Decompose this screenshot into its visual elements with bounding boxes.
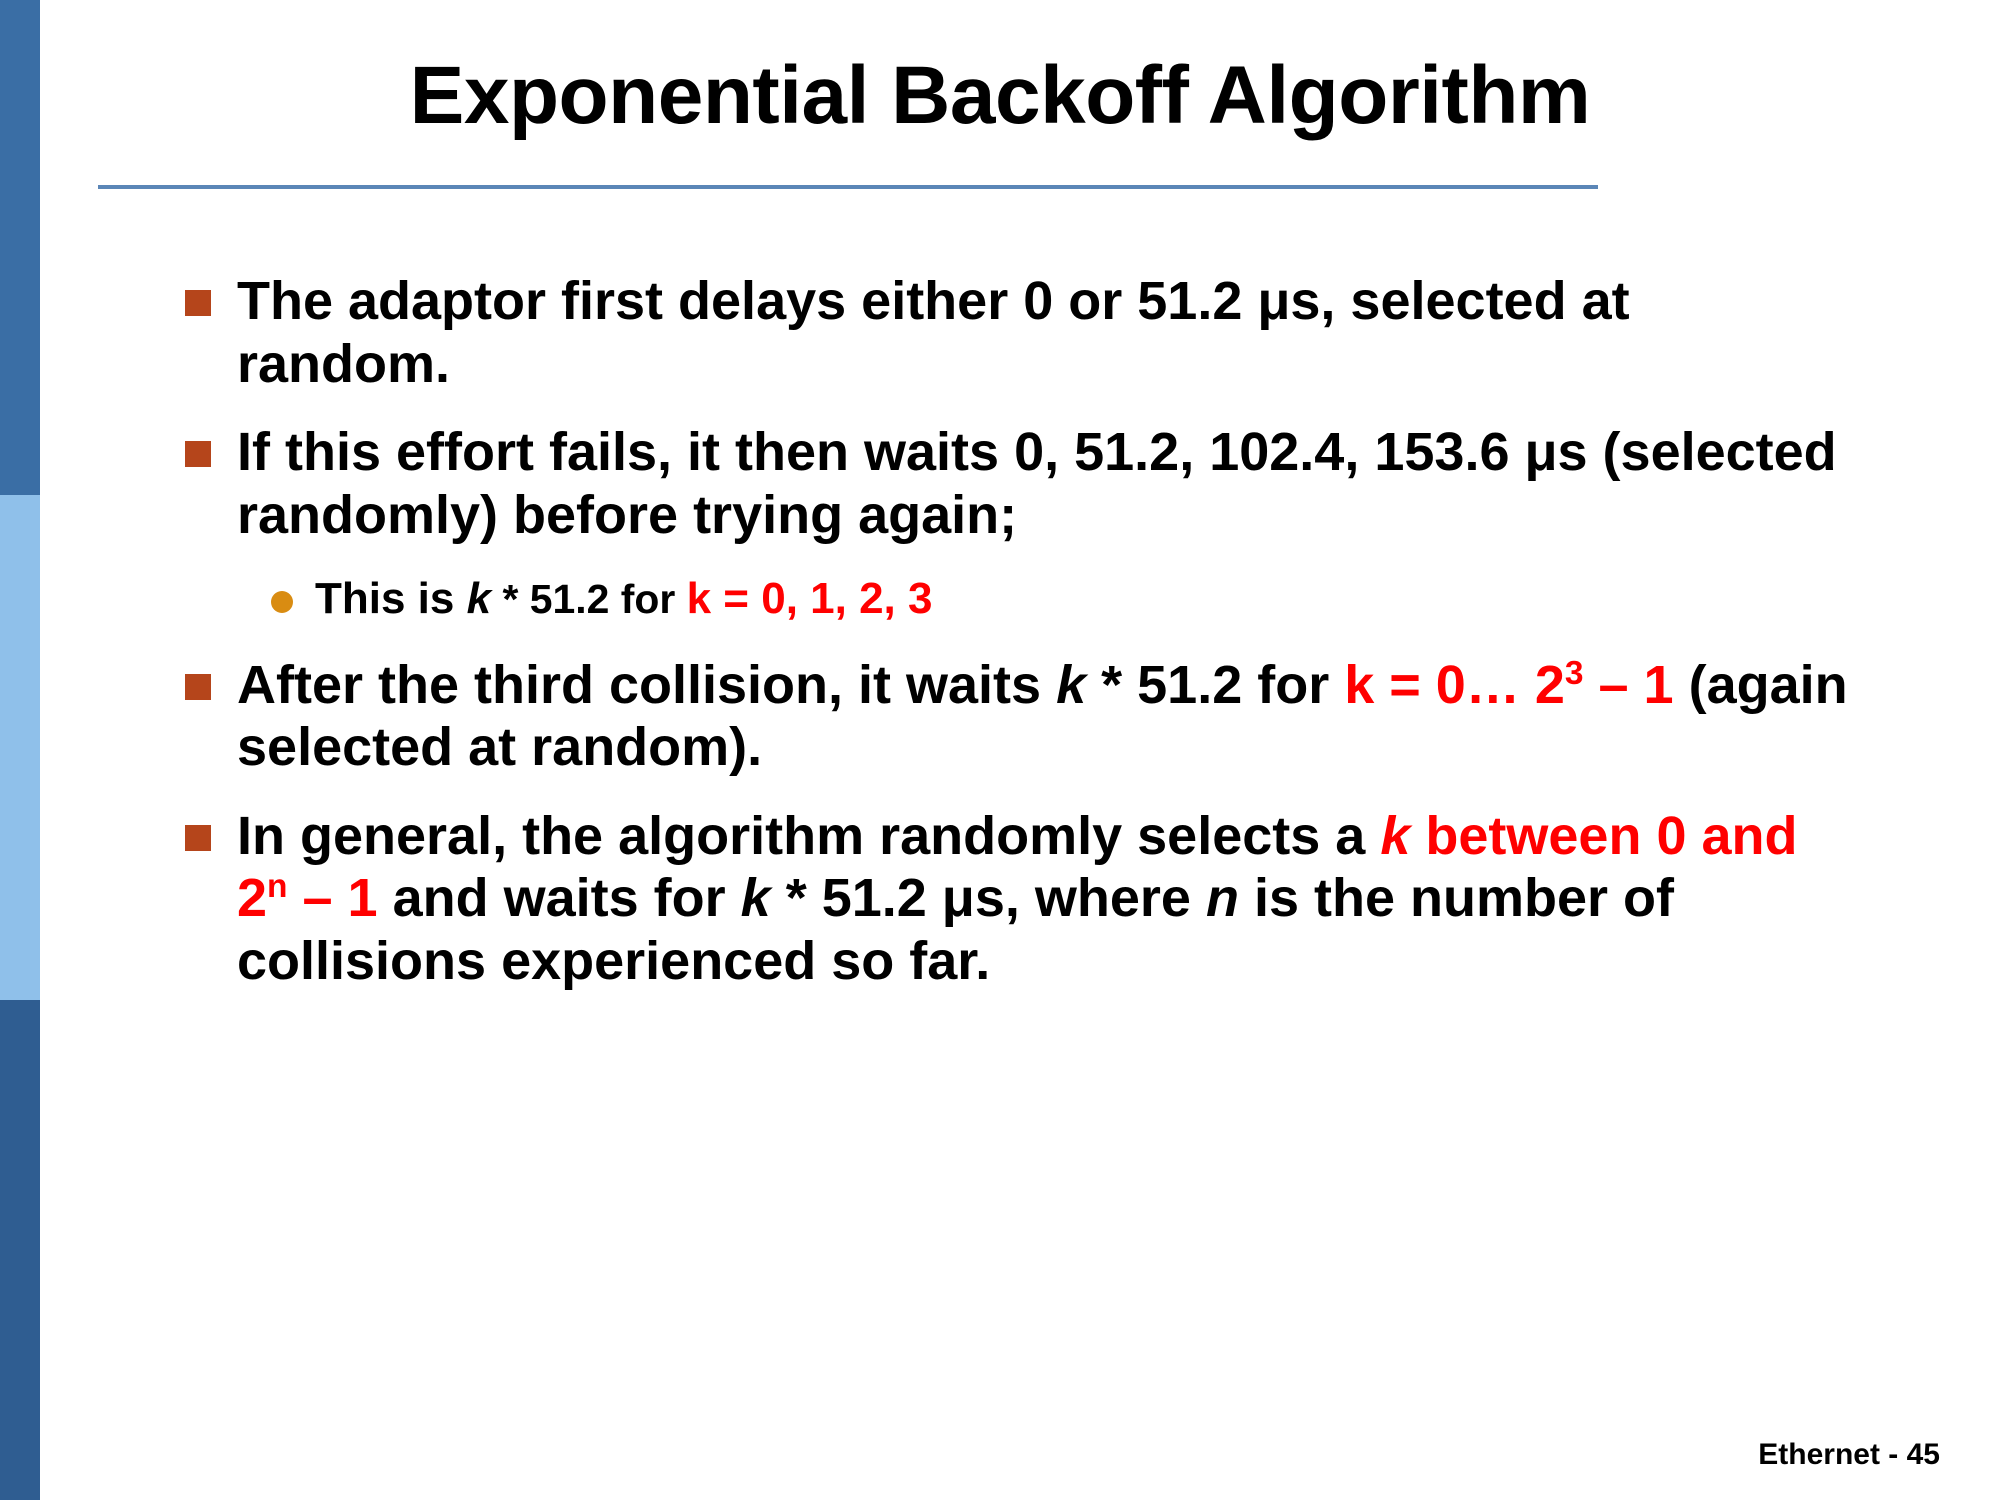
left-decorative-bar	[0, 0, 40, 1500]
text-run: This is	[315, 573, 467, 623]
text-run-highlight: between 0 and 2	[237, 805, 1798, 929]
text-run: In general, the algorithm randomly selects a	[237, 805, 1381, 866]
list-item	[185, 654, 1905, 779]
text-run: * 51.2 for	[491, 575, 687, 622]
square-bullet-icon	[185, 441, 211, 467]
list-item	[185, 805, 1905, 993]
slide-title: Exponential Backoff Algorithm	[409, 50, 1591, 141]
text-run-highlight: k = 0… 2	[1344, 654, 1565, 715]
text-run-italic: k	[740, 868, 771, 929]
square-bullet-icon	[185, 825, 211, 851]
text-run-italic: n	[1205, 868, 1239, 929]
text-run-highlight-italic: k	[1380, 805, 1411, 866]
bullet-text: The adaptor first delays either 0 or 51.2 μs, selected at random.	[237, 271, 1630, 394]
text-run: and waits for	[377, 868, 741, 929]
bar-segment-middle	[0, 495, 40, 1000]
text-run: After the third collision, it waits	[237, 654, 1057, 715]
text-run-italic: k	[466, 573, 492, 623]
text-run: * 51.2 μs, where	[770, 868, 1206, 929]
text-run-highlight: k = 0, 1, 2, 3	[686, 573, 933, 623]
list-item-sub	[271, 573, 1905, 624]
bar-segment-top	[0, 0, 40, 495]
bullet-text-sub	[315, 573, 932, 624]
bullet-text: If this effort fails, it then waits 0, 51.2, 102.4, 153.6 μs (selected randomly) before trying again;	[237, 422, 1837, 545]
bullet-list	[185, 270, 1905, 1019]
bullet-text	[237, 654, 1857, 779]
text-run: * 51.2 for	[1086, 654, 1345, 715]
bar-segment-bottom	[0, 1000, 40, 1500]
title-divider	[98, 185, 1598, 189]
text-run-highlight: – 1	[287, 868, 378, 929]
list-item	[185, 270, 1905, 395]
text-run-highlight: – 1	[1583, 654, 1674, 715]
square-bullet-icon	[185, 674, 211, 700]
text-run-italic: k	[1056, 654, 1087, 715]
square-bullet-icon	[185, 290, 211, 316]
slide-footer: Ethernet - 45	[1758, 1438, 1940, 1471]
text-run-superscript: 3	[1564, 654, 1584, 692]
text-run-superscript: n	[267, 868, 288, 906]
text-run: (again selected at random).	[237, 654, 1848, 778]
dot-bullet-icon	[271, 591, 293, 613]
text-run: is the number of collisions experienced so far.	[237, 868, 1675, 992]
list-item	[185, 421, 1905, 546]
bullet-text	[237, 805, 1857, 993]
